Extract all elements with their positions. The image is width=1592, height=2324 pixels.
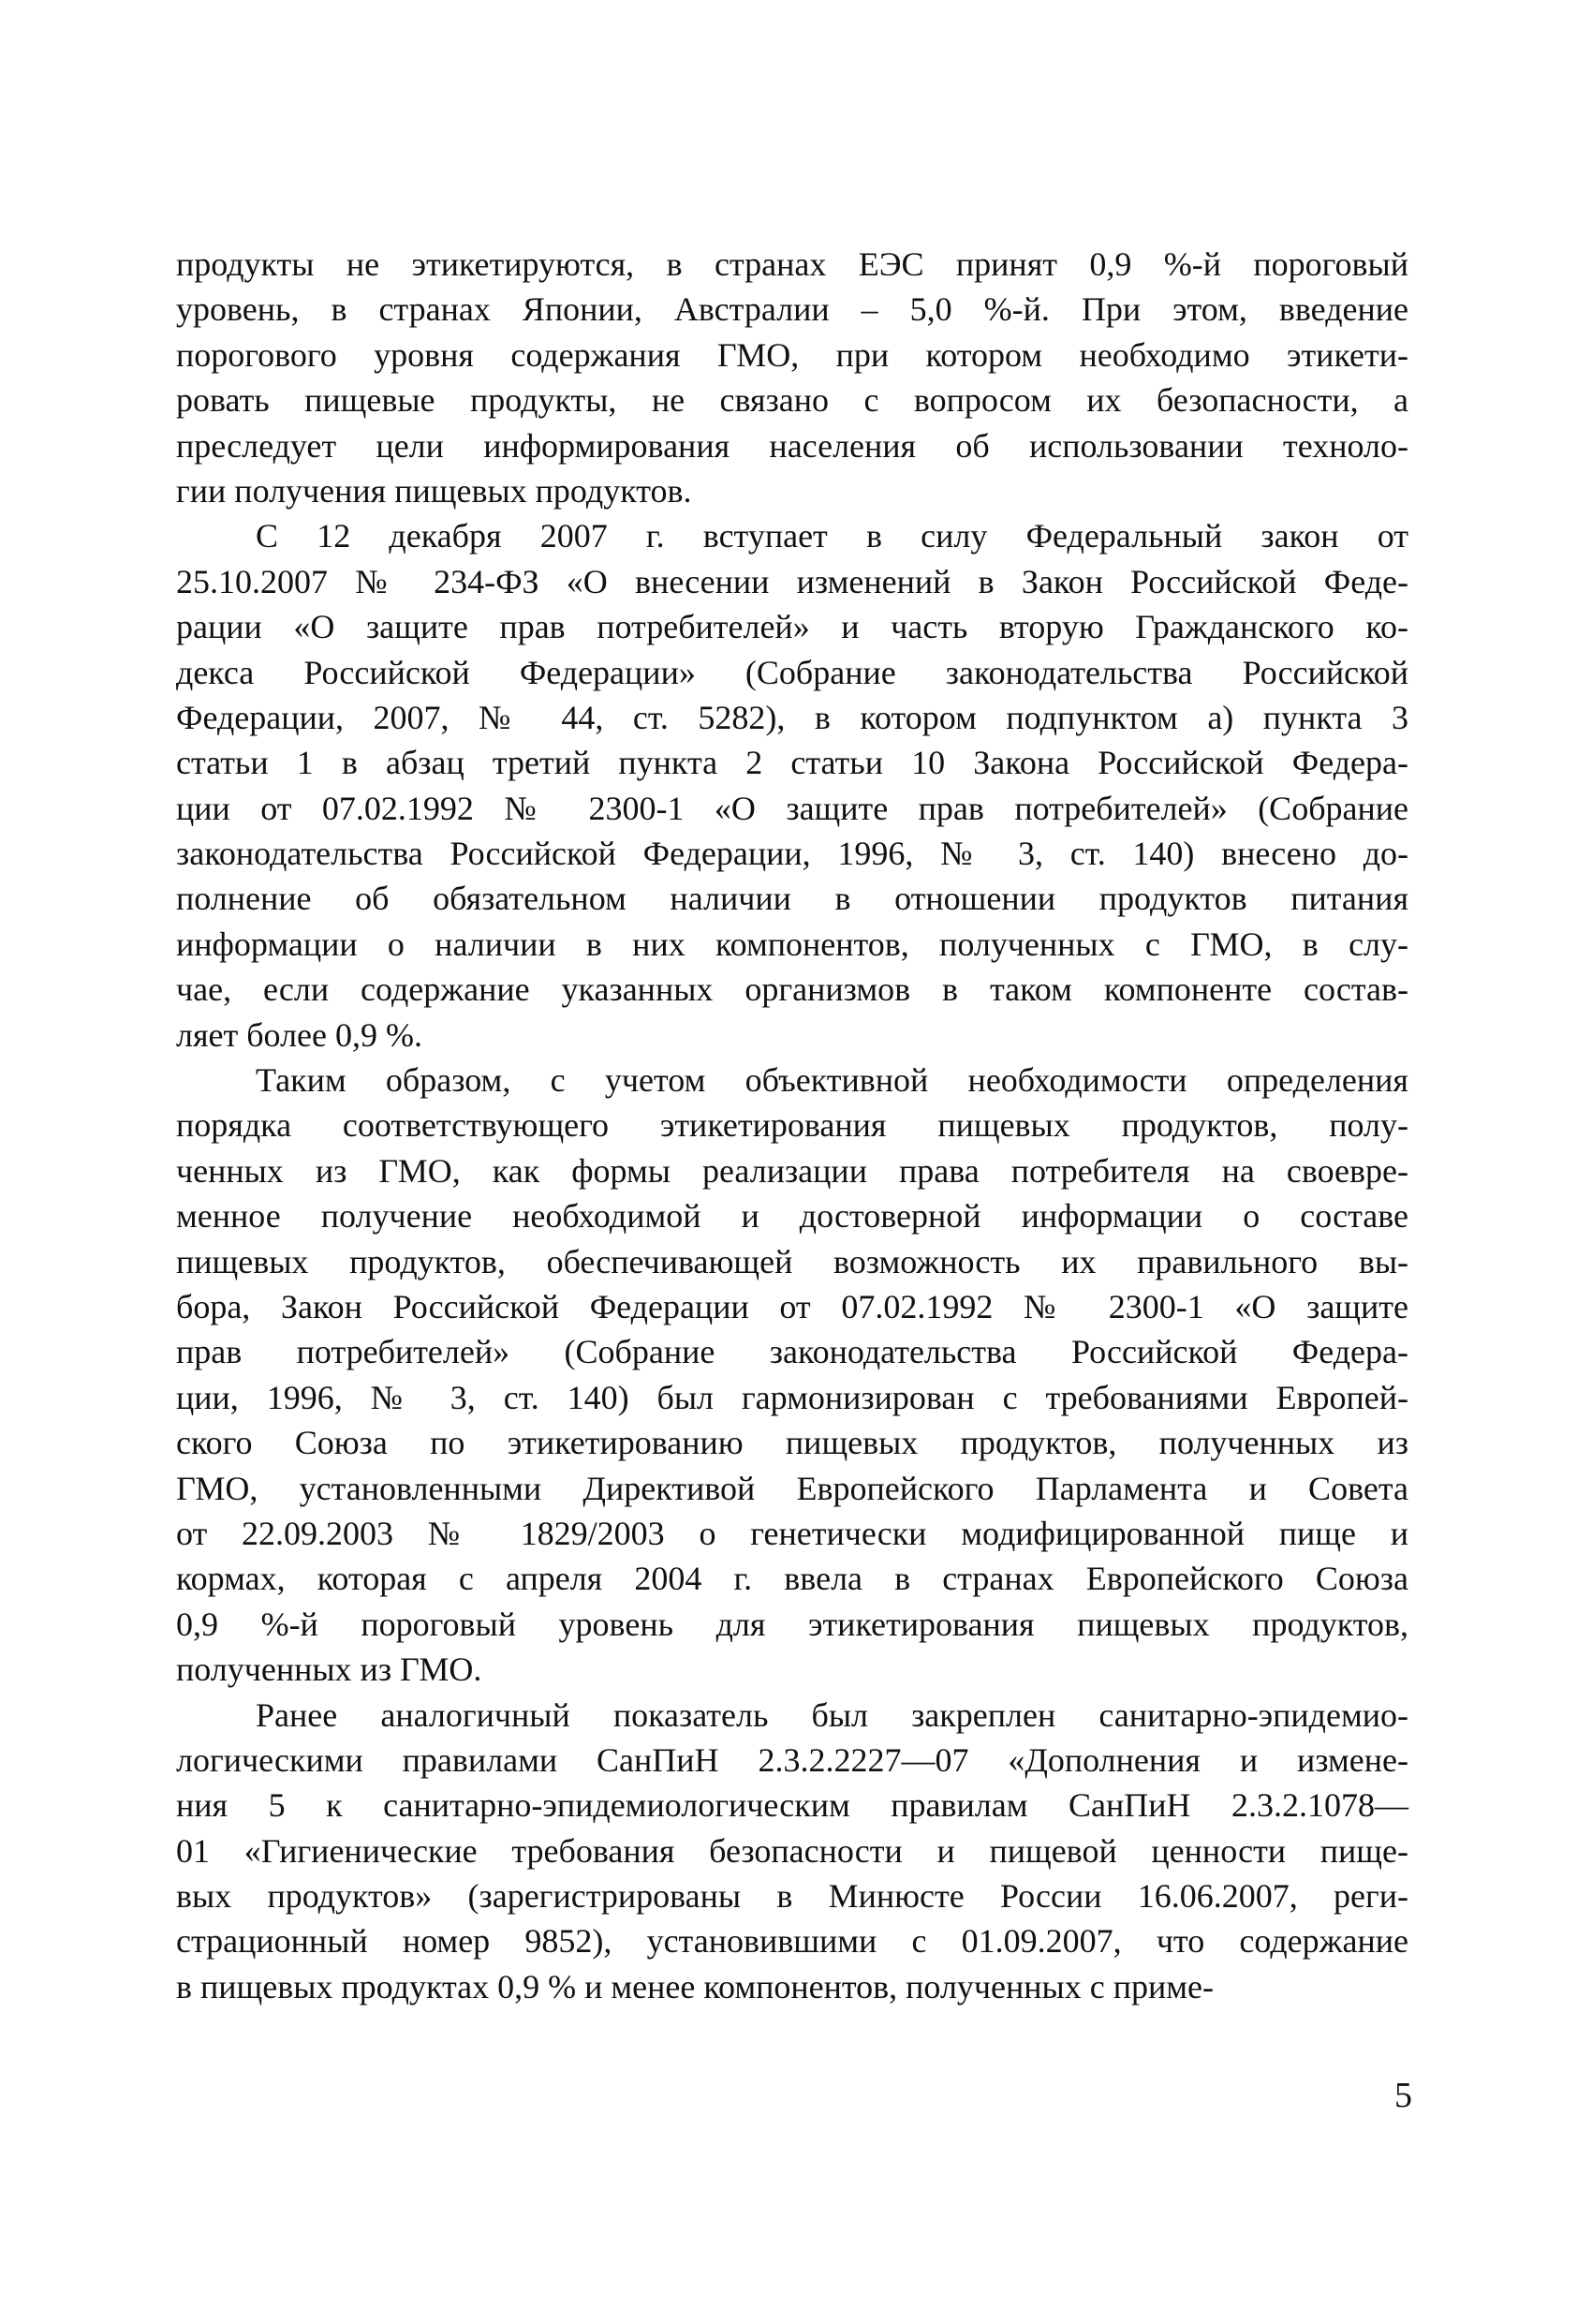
- text-line: прав потребителей» (Собрание законодательства Российской Федера-: [176, 1333, 1408, 1371]
- text-line: порогового уровня содержания ГМО, при котором необходимо этикети-: [176, 335, 1408, 374]
- body-text: [176, 242, 1408, 2009]
- text-line: порядка соответствующего этикетирования пищевых продуктов, полу-: [176, 1106, 1408, 1145]
- text-line: 25.10.2007 № 234-ФЗ «О внесении изменений в Закон Российской Феде-: [176, 562, 1408, 600]
- text-line: ровать пищевые продукты, не связано с вопросом их безопасности, а: [176, 381, 1408, 420]
- text-line: ского Союза по этикетированию пищевых продуктов, полученных из: [176, 1424, 1408, 1462]
- text-line: вых продуктов» (зарегистрированы в Минюсте России 16.06.2007, реги-: [176, 1877, 1408, 1916]
- text-line: продукты не этикетируются, в странах ЕЭС принят 0,9 %-й пороговый: [176, 245, 1408, 283]
- text-line: ченных из ГМО, как формы реализации права потребителя на своевре-: [176, 1151, 1408, 1190]
- text-line: полнение об обязательном наличии в отношении продуктов питания: [176, 880, 1408, 918]
- text-line: ния 5 к санитарно-эпидемиологическим правилам СанПиН 2.3.2.1078—: [176, 1786, 1408, 1825]
- text-line: полученных из ГМО.: [176, 1650, 482, 1689]
- text-line: 0,9 %-й пороговый уровень для этикетирования пищевых продуктов,: [176, 1605, 1408, 1643]
- text-line: менное получение необходимой и достоверной информации о составе: [176, 1197, 1408, 1236]
- text-line: ции, 1996, № 3, ст. 140) был гармонизирован с требованиями Европей-: [176, 1378, 1408, 1416]
- paragraph: [176, 1058, 1408, 1692]
- text-line: чае, если содержание указанных организмов в таком компоненте состав-: [176, 970, 1408, 1009]
- text-line: от 22.09.2003 № 1829/2003 о генетически модифицированной пище и: [176, 1514, 1408, 1552]
- text-line: рации «О защите прав потребителей» и часть вторую Гражданского ко-: [176, 608, 1408, 646]
- text-line: ГМО, установленными Директивой Европейского Парламента и Совета: [176, 1469, 1408, 1507]
- text-line: Федерации, 2007, № 44, ст. 5282), в котором подпунктом а) пункта 3: [176, 698, 1408, 736]
- text-line: логическими правилами СанПиН 2.3.2.2227—07 «Дополнения и измене-: [176, 1740, 1408, 1779]
- text-line: Ранее аналогичный показатель был закреплен санитарно-эпидемио-: [256, 1695, 1408, 1734]
- text-line: страционный номер 9852), установившими с 01.09.2007, что содержание: [176, 1922, 1408, 1961]
- paragraph: [176, 242, 1408, 513]
- text-line: бора, Закон Российской Федерации от 07.02.1992 № 2300-1 «О защите: [176, 1287, 1408, 1325]
- text-line: пищевых продуктов, обеспечивающей возможность их правильного вы-: [176, 1242, 1408, 1280]
- paragraph: [176, 1693, 1408, 2010]
- text-line: ляет более 0,9 %.: [176, 1015, 422, 1054]
- text-line: законодательства Российской Федерации, 1996, № 3, ст. 140) внесено до-: [176, 835, 1408, 873]
- paragraph: [176, 513, 1408, 1058]
- text-line: Таким образом, с учетом объективной необходимости определения: [256, 1061, 1408, 1100]
- text-line: статьи 1 в абзац третий пункта 2 статьи 10 Закона Российской Федера-: [176, 744, 1408, 782]
- text-line: преследует цели информирования населения об использовании техноло-: [176, 426, 1408, 465]
- text-line: декса Российской Федерации» (Собрание законодательства Российской: [176, 653, 1408, 691]
- text-line: информации о наличии в них компонентов, полученных с ГМО, в слу-: [176, 925, 1408, 963]
- text-line: ции от 07.02.1992 № 2300-1 «О защите прав потребителей» (Собрание: [176, 789, 1408, 827]
- text-line: гии получения пищевых продуктов.: [176, 471, 692, 510]
- page-number: 5: [1394, 2076, 1412, 2115]
- text-line: С 12 декабря 2007 г. вступает в силу Федеральный закон от: [256, 517, 1408, 555]
- text-line: кормах, которая с апреля 2004 г. ввела в странах Европейского Союза: [176, 1560, 1408, 1598]
- text-line: уровень, в странах Японии, Австралии – 5,0 %-й. При этом, введение: [176, 290, 1408, 329]
- text-line: в пищевых продуктах 0,9 % и менее компонентов, полученных с приме-: [176, 1967, 1214, 2006]
- text-line: 01 «Гигиенические требования безопасности и пищевой ценности пище-: [176, 1831, 1408, 1870]
